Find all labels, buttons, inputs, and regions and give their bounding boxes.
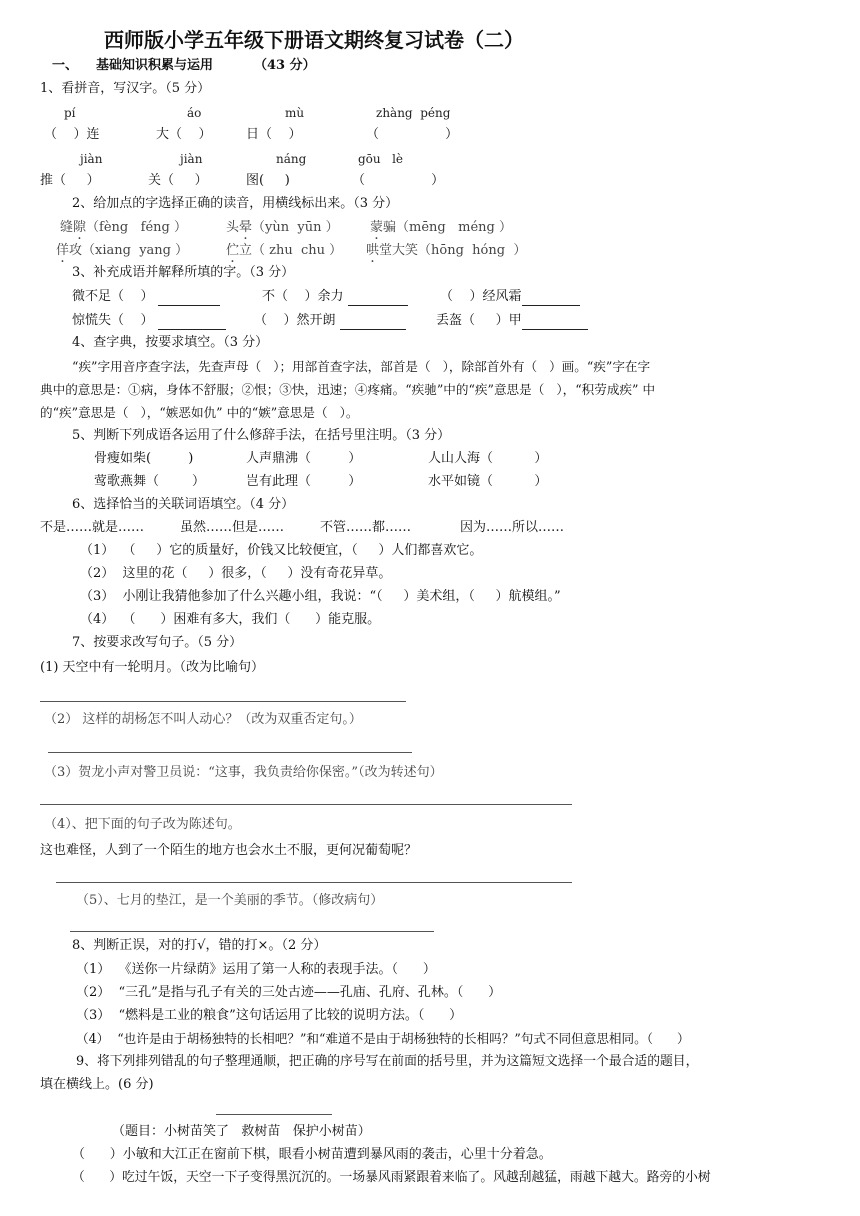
char-blank[interactable]: 图( ) (246, 173, 290, 188)
answer-line[interactable] (70, 931, 434, 932)
order-item[interactable]: （ ）小敏和大江正在窗前下棋，眼看小树苗遭到暴风雨的袭击，心里十分着急。 (72, 1147, 552, 1162)
answer-line[interactable] (40, 701, 406, 702)
q5-prompt: 5、判断下列成语各运用了什么修辞手法，在括号里注明。（3 分） (72, 428, 451, 443)
idiom-blank[interactable]: 丢盔（ ）甲 (436, 312, 588, 330)
q9-prompt: 填在横线上。(6 分) (40, 1077, 154, 1092)
q4-prompt: 4、查字典，按要求填空。（3 分） (72, 335, 269, 350)
char-blank[interactable]: 日（ ） (246, 127, 302, 142)
conjunction-option: 不管……都…… (320, 520, 412, 535)
reading-choice[interactable]: 缝隙（fèng féng ） (60, 220, 187, 235)
dotted-char: 晕 (239, 220, 253, 235)
fill-item[interactable]: （1） （ ）它的质量好，价钱又比较便宜，（ ）人们都喜欢它。 (80, 543, 483, 558)
section-name: 基础知识积累与运用 (96, 58, 214, 73)
rhetoric-blank[interactable]: 人声鼎沸（ ） (246, 451, 362, 466)
reading-choice[interactable]: 哄堂大笑（hōng hóng ） (366, 243, 527, 258)
conjunction-option: 虽然……但是…… (180, 520, 285, 535)
pinyin: gōu lè (358, 152, 404, 166)
reading-choice[interactable]: 佯攻（xiang yang ） (56, 243, 189, 258)
q8-prompt: 8、判断正误，对的打√，错的打×。（2 分） (72, 938, 327, 953)
fill-item[interactable]: （3） 小刚让我猜他参加了什么兴趣小组，我说：“（ ）美术组，（ ）航模组。” (80, 589, 561, 604)
char-blank[interactable]: （ ） (366, 127, 459, 142)
rewrite-sentence: 这也难怪，人到了一个陌生的地方也会水土不服，更何况葡萄呢？ (40, 843, 418, 858)
dotted-char: 伫 (226, 243, 240, 258)
true-false-item[interactable]: （3） “燃料是工业的粮食”这句话运用了比较的说明方法。（ ） (76, 1008, 463, 1023)
dotted-char: 佯 (56, 243, 70, 258)
q6-prompt: 6、选择恰当的关联词语填空。（4 分） (72, 497, 295, 512)
rhetoric-blank[interactable]: 水平如镜（ ） (428, 474, 548, 489)
answer-line[interactable] (56, 882, 572, 883)
q1-prompt: 1、看拼音，写汉字。（5 分） (40, 81, 211, 96)
q9-prompt: 9、将下列排列错乱的句子整理通顺，把正确的序号写在前面的括号里，并为这篇短文选择一个最合适的题目， (76, 1054, 699, 1069)
pinyin: zhàng péng (376, 106, 451, 120)
conjunction-option: 因为……所以…… (460, 520, 565, 535)
char-blank[interactable]: 关（ ） (148, 173, 208, 188)
idiom-blank[interactable]: 不（ ）余力 (262, 288, 408, 306)
reading-choice[interactable]: 头晕（yùn yūn ） (226, 220, 339, 235)
pinyin: mù (285, 106, 305, 120)
rewrite-sentence: （5）、七月的垫江，是一个美丽的季节。（修改病句） (76, 893, 384, 908)
answer-line[interactable] (40, 804, 572, 805)
fill-item[interactable]: （2） 这里的花（ ）很多，（ ）没有奇花异草。 (80, 566, 392, 581)
idiom-blank[interactable]: （ ）经风霜 (440, 288, 580, 306)
q3-prompt: 3、补充成语并解释所填的字。（3 分） (72, 265, 295, 280)
reading-choice[interactable]: 伫立（ zhu chu ） (226, 243, 343, 258)
q2-prompt: 2、给加点的字选择正确的读音，用横线标出来。（3 分） (72, 196, 399, 211)
dotted-char: 哄 (366, 243, 380, 258)
char-blank[interactable]: 大（ ） (156, 127, 212, 142)
q4-text: 典中的意思是：①病，身体不舒服；②恨；③快，迅速；④疼痛。“疾驰”中的“疾”意思是（ ），“积劳成疾” 中 (40, 382, 656, 397)
q7-prompt: 7、按要求改写句子。（5 分） (72, 635, 243, 650)
pinyin: jiàn (180, 152, 203, 166)
pinyin: náng (276, 152, 307, 166)
idiom-blank[interactable]: 惊慌失（ ） (72, 312, 226, 330)
rhetoric-blank[interactable]: 人山人海（ ） (428, 451, 548, 466)
true-false-item[interactable]: （4） “也许是由于胡杨独特的长相吧？”和“难道不是由于胡杨独特的长相吗？”句式不同但意思相同。（ ） (76, 1031, 690, 1046)
rewrite-sentence: （3）贺龙小声对警卫员说：“这事，我负责给你保密。”（改为转述句） (44, 765, 443, 780)
char-blank[interactable]: 推（ ） (40, 173, 100, 188)
q4-text: “疾”字用音序查字法，先查声母（ ）；用部首查字法，部首是（ ），除部首外有（ ）画。“疾”字在字 (72, 359, 651, 374)
char-blank[interactable]: （ ）连 (44, 127, 100, 142)
true-false-item[interactable]: （1） 《送你一片绿荫》运用了第一人称的表现手法。（ ） (76, 962, 436, 977)
rewrite-sentence: （4）、把下面的句子改为陈述句。 (44, 817, 241, 832)
pinyin: jiàn (80, 152, 103, 166)
dotted-char: 隙 (73, 220, 87, 235)
page-title: 西师版小学五年级下册语文期终复习试卷（二） (104, 28, 524, 52)
title-answer-line[interactable] (216, 1114, 332, 1115)
q4-text: 的“疾”意思是（ ），“嫉恶如仇” 中的“嫉”意思是（ ）。 (40, 405, 359, 420)
rhetoric-blank[interactable]: 岂有此理（ ） (246, 474, 362, 489)
pinyin: pí (64, 106, 76, 120)
rhetoric-blank[interactable]: 莺歌燕舞（ ） (94, 474, 206, 489)
section-score: （43 分） (254, 58, 316, 73)
reading-choice[interactable]: 蒙骗（mēng méng ） (370, 220, 512, 235)
true-false-item[interactable]: （2） “三孔”是指与孔子有关的三处古迹——孔庙、孔府、孔林。（ ） (76, 985, 502, 1000)
rhetoric-blank[interactable]: 骨瘦如柴( ) (94, 451, 194, 466)
pinyin: áo (187, 106, 202, 120)
rewrite-sentence: (1) 天空中有一轮明月。（改为比喻句） (40, 660, 265, 675)
fill-item[interactable]: （4） （ ）困难有多大，我们（ ）能克服。 (80, 612, 381, 627)
char-blank[interactable]: （ ） (352, 173, 445, 188)
topic-options: （题目：小树苗笑了 救树苗 保护小树苗） (112, 1124, 371, 1139)
idiom-blank[interactable]: 微不足（ ） (72, 288, 220, 306)
conjunction-option: 不是……就是…… (40, 520, 145, 535)
idiom-blank[interactable]: （ ）然开朗 (254, 312, 406, 330)
section-number: 一、 (52, 58, 79, 73)
answer-line[interactable] (48, 752, 412, 753)
dotted-char: 蒙 (370, 220, 384, 235)
rewrite-sentence: （2） 这样的胡杨怎不叫人动心？（改为双重否定句。） (44, 712, 362, 727)
order-item[interactable]: （ ）吃过午饭，天空一下子变得黑沉沉的。一场暴风雨紧跟着来临了。风越刮越猛，雨越下越大。路旁的小树 (72, 1170, 711, 1185)
